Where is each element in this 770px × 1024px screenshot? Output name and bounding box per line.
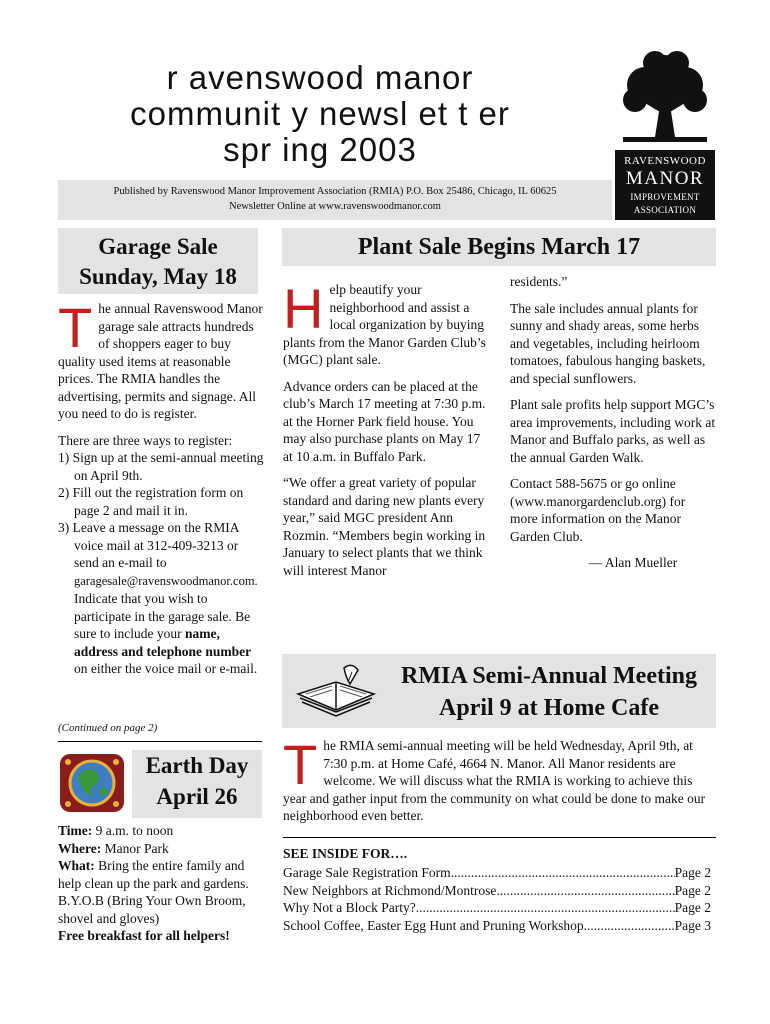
rmia-logo: [615, 45, 715, 220]
title-line-2: communit y newsl et t er: [130, 95, 510, 132]
byline: — Alan Mueller: [588, 555, 678, 570]
drop-cap: H: [283, 277, 324, 340]
toc-entry[interactable]: New Neighbors at Richmond/Montrose ..... Page 2: [283, 882, 711, 900]
continued-note: (Continued on page 2): [58, 722, 158, 734]
garage-sale-intro: The annual Ravenswood Manor garage sale attracts hundreds of shoppers eager to buy quality used items at reasonable prices. The RMIA handles the advertising, permits and signage. All you need to do is register.: [58, 296, 263, 421]
open-book-icon: [292, 660, 380, 722]
website-line: Newsletter Online at www.ravenswoodmanor.com: [229, 201, 441, 212]
garage-sale-article: [58, 296, 264, 678]
free-breakfast-note: Free breakfast for all helpers!: [58, 928, 230, 943]
plant-sale-column-1: Help beautify your neighborhood and assist a local organization by buying plants from the Manor Garden Club’s (MGC) plant sale. Advance orders can be placed at the club’s March 17 meeting at 7:30 p.m. at the Horner Park field house. You may also purchase plants on May 17 at 10 a.m. in Buffalo Park. “We offer a great variety of popular standard and daring new plants every year,” said MGC president Ann Rozmin. “Members begin working in January to select plants that we think will interest Manor: [283, 277, 486, 578]
divider: [58, 741, 262, 742]
rmia-meeting-article: The RMIA semi-annual meeting will be held Wednesday, April 9th, at 7:30 p.m. at Home Café, 4664 N. Manor. All Manor residents are welcome. We will discuss what the RMIA is working to achieve this year and gather input from the community on what could be done to make our neighborhood even better.: [283, 733, 706, 823]
plant-sale-column-2: residents.” The sale includes annual plants for sunny and shady areas, some herbs and vegetables, including heirloom tomatoes, fabulous hanging baskets, and special sunflowers. Plant sale profits help support MGC’s area improvements, including work at Manor and Buffalo parks, as well as the annual Garden Walk. Contact 588-5675 or go online (www.manorgardenclub.org) for more information on the Manor Garden Club. — Alan Mueller: [510, 274, 716, 570]
see-inside-box: [283, 844, 711, 934]
toc-entry[interactable]: Garage Sale Registration Form ..... Page 2: [283, 864, 711, 882]
list-item: 1) Sign up at the semi-annual meeting on April 9th.: [58, 450, 264, 483]
list-item: 2) Fill out the registration form on page 2 and mail it in.: [58, 485, 244, 518]
logo-line-4: ASSOCIATION: [633, 205, 697, 215]
title-line-3: spr ing 2003: [223, 131, 417, 168]
newsletter-title: [60, 60, 580, 168]
table-of-contents: [283, 864, 711, 934]
register-intro: There are three ways to register:: [58, 432, 233, 448]
logo-line-2: MANOR: [625, 168, 705, 189]
list-item: 3) Leave a message on the RMIA voice mail at 312-409-3213 or send an e-mail to garagesale@ravenswoodmanor.com. Indicate that you wish to participate in the garage sale. Be sure to include your name, address and telephone number on either the voice mail or e-mail.: [58, 520, 258, 676]
publication-info: [58, 180, 612, 220]
logo-line-3: IMPROVEMENT: [630, 192, 700, 202]
see-inside-heading: SEE INSIDE FOR….: [283, 846, 408, 861]
rmia-meeting-heading: RMIA Semi-Annual Meeting April 9 at Home Cafe: [282, 654, 716, 728]
globe-icon: [58, 752, 126, 814]
earth-day-details: Time: 9 a.m. to noon Where: Manor Park What: Bring the entire family and help clean up the park and gardens. B.Y.O.B (Bring Your Own Broom, shovel and gloves) Free breakfast for all helpers!: [58, 822, 264, 945]
toc-entry[interactable]: School Coffee, Easter Egg Hunt and Pruning Workshop ..... Page 3: [283, 917, 711, 935]
publisher-line: Published by Ravenswood Manor Improvement Association (RMIA) P.O. Box 25486, Chicago, IL 60625: [113, 186, 557, 197]
garage-sale-email-link[interactable]: garagesale@ravenswoodmanor.com.: [74, 573, 258, 588]
garage-sale-heading: Garage Sale Sunday, May 18: [58, 228, 258, 294]
plant-sale-heading: Plant Sale Begins March 17: [282, 228, 716, 266]
drop-cap: T: [58, 296, 93, 359]
oak-tree-icon: [615, 45, 715, 150]
drop-cap: T: [283, 733, 318, 796]
logo-line-1: RAVENSWOOD: [624, 155, 706, 167]
register-steps: [58, 449, 264, 678]
earth-day-heading: Earth Day April 26: [132, 750, 262, 818]
divider: [283, 837, 716, 838]
title-line-1: r avenswood manor: [166, 59, 474, 96]
toc-entry[interactable]: Why Not a Block Party? ..... Page 2: [283, 899, 711, 917]
